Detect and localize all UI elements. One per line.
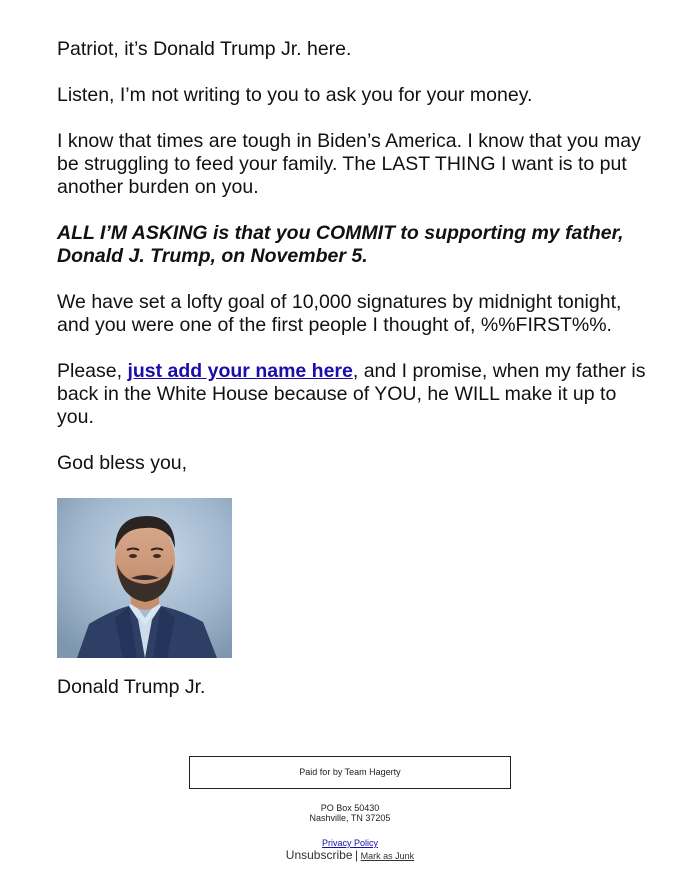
privacy-policy-link[interactable]: Privacy Policy bbox=[321, 838, 378, 848]
paragraph-money: Listen, I’m not writing to you to ask you for your money. bbox=[57, 84, 533, 106]
address-line-1: PO Box 50430 bbox=[320, 803, 380, 813]
paragraph-goal: We have set a lofty goal of 10,000 signatures by midnight tonight, and you were one of the first people I thought of, %%FIRST%%. bbox=[57, 291, 622, 336]
add-name-link[interactable]: just add your name here bbox=[127, 360, 353, 382]
mark-as-junk-link[interactable]: Mark as Junk bbox=[360, 851, 415, 861]
paragraph-commit: ALL I’M ASKING is that you COMMIT to supporting my father, Donald J. Trump, on November 5. bbox=[57, 222, 624, 267]
paragraph-times-tough: I know that times are tough in Biden’s America. I know that you may be struggling to feed your family. The LAST THING I want is to put another burden on you. bbox=[57, 130, 641, 198]
portrait-photo bbox=[57, 498, 232, 658]
add-name-prefix: Please, bbox=[57, 360, 128, 382]
closing: God bless you, bbox=[57, 452, 188, 474]
footer-links bbox=[0, 837, 700, 862]
footer-separator: | bbox=[355, 848, 359, 862]
email-body bbox=[57, 38, 657, 722]
paragraph-add-name bbox=[57, 360, 657, 429]
unsubscribe-link[interactable]: Unsubscribe bbox=[285, 848, 353, 862]
add-name-suffix: , and I promise, when my father is back in the White House because of YOU, he WILL make it up to you. bbox=[57, 360, 646, 428]
paid-for-box bbox=[189, 756, 511, 789]
email-footer bbox=[0, 756, 700, 862]
mailing-address bbox=[0, 803, 700, 823]
paid-for-text: Paid for by Team Hagerty bbox=[299, 767, 401, 777]
greeting: Patriot, it’s Donald Trump Jr. here. bbox=[57, 38, 352, 60]
signature: Donald Trump Jr. bbox=[57, 676, 206, 698]
address-line-2: Nashville, TN 37205 bbox=[309, 813, 391, 823]
